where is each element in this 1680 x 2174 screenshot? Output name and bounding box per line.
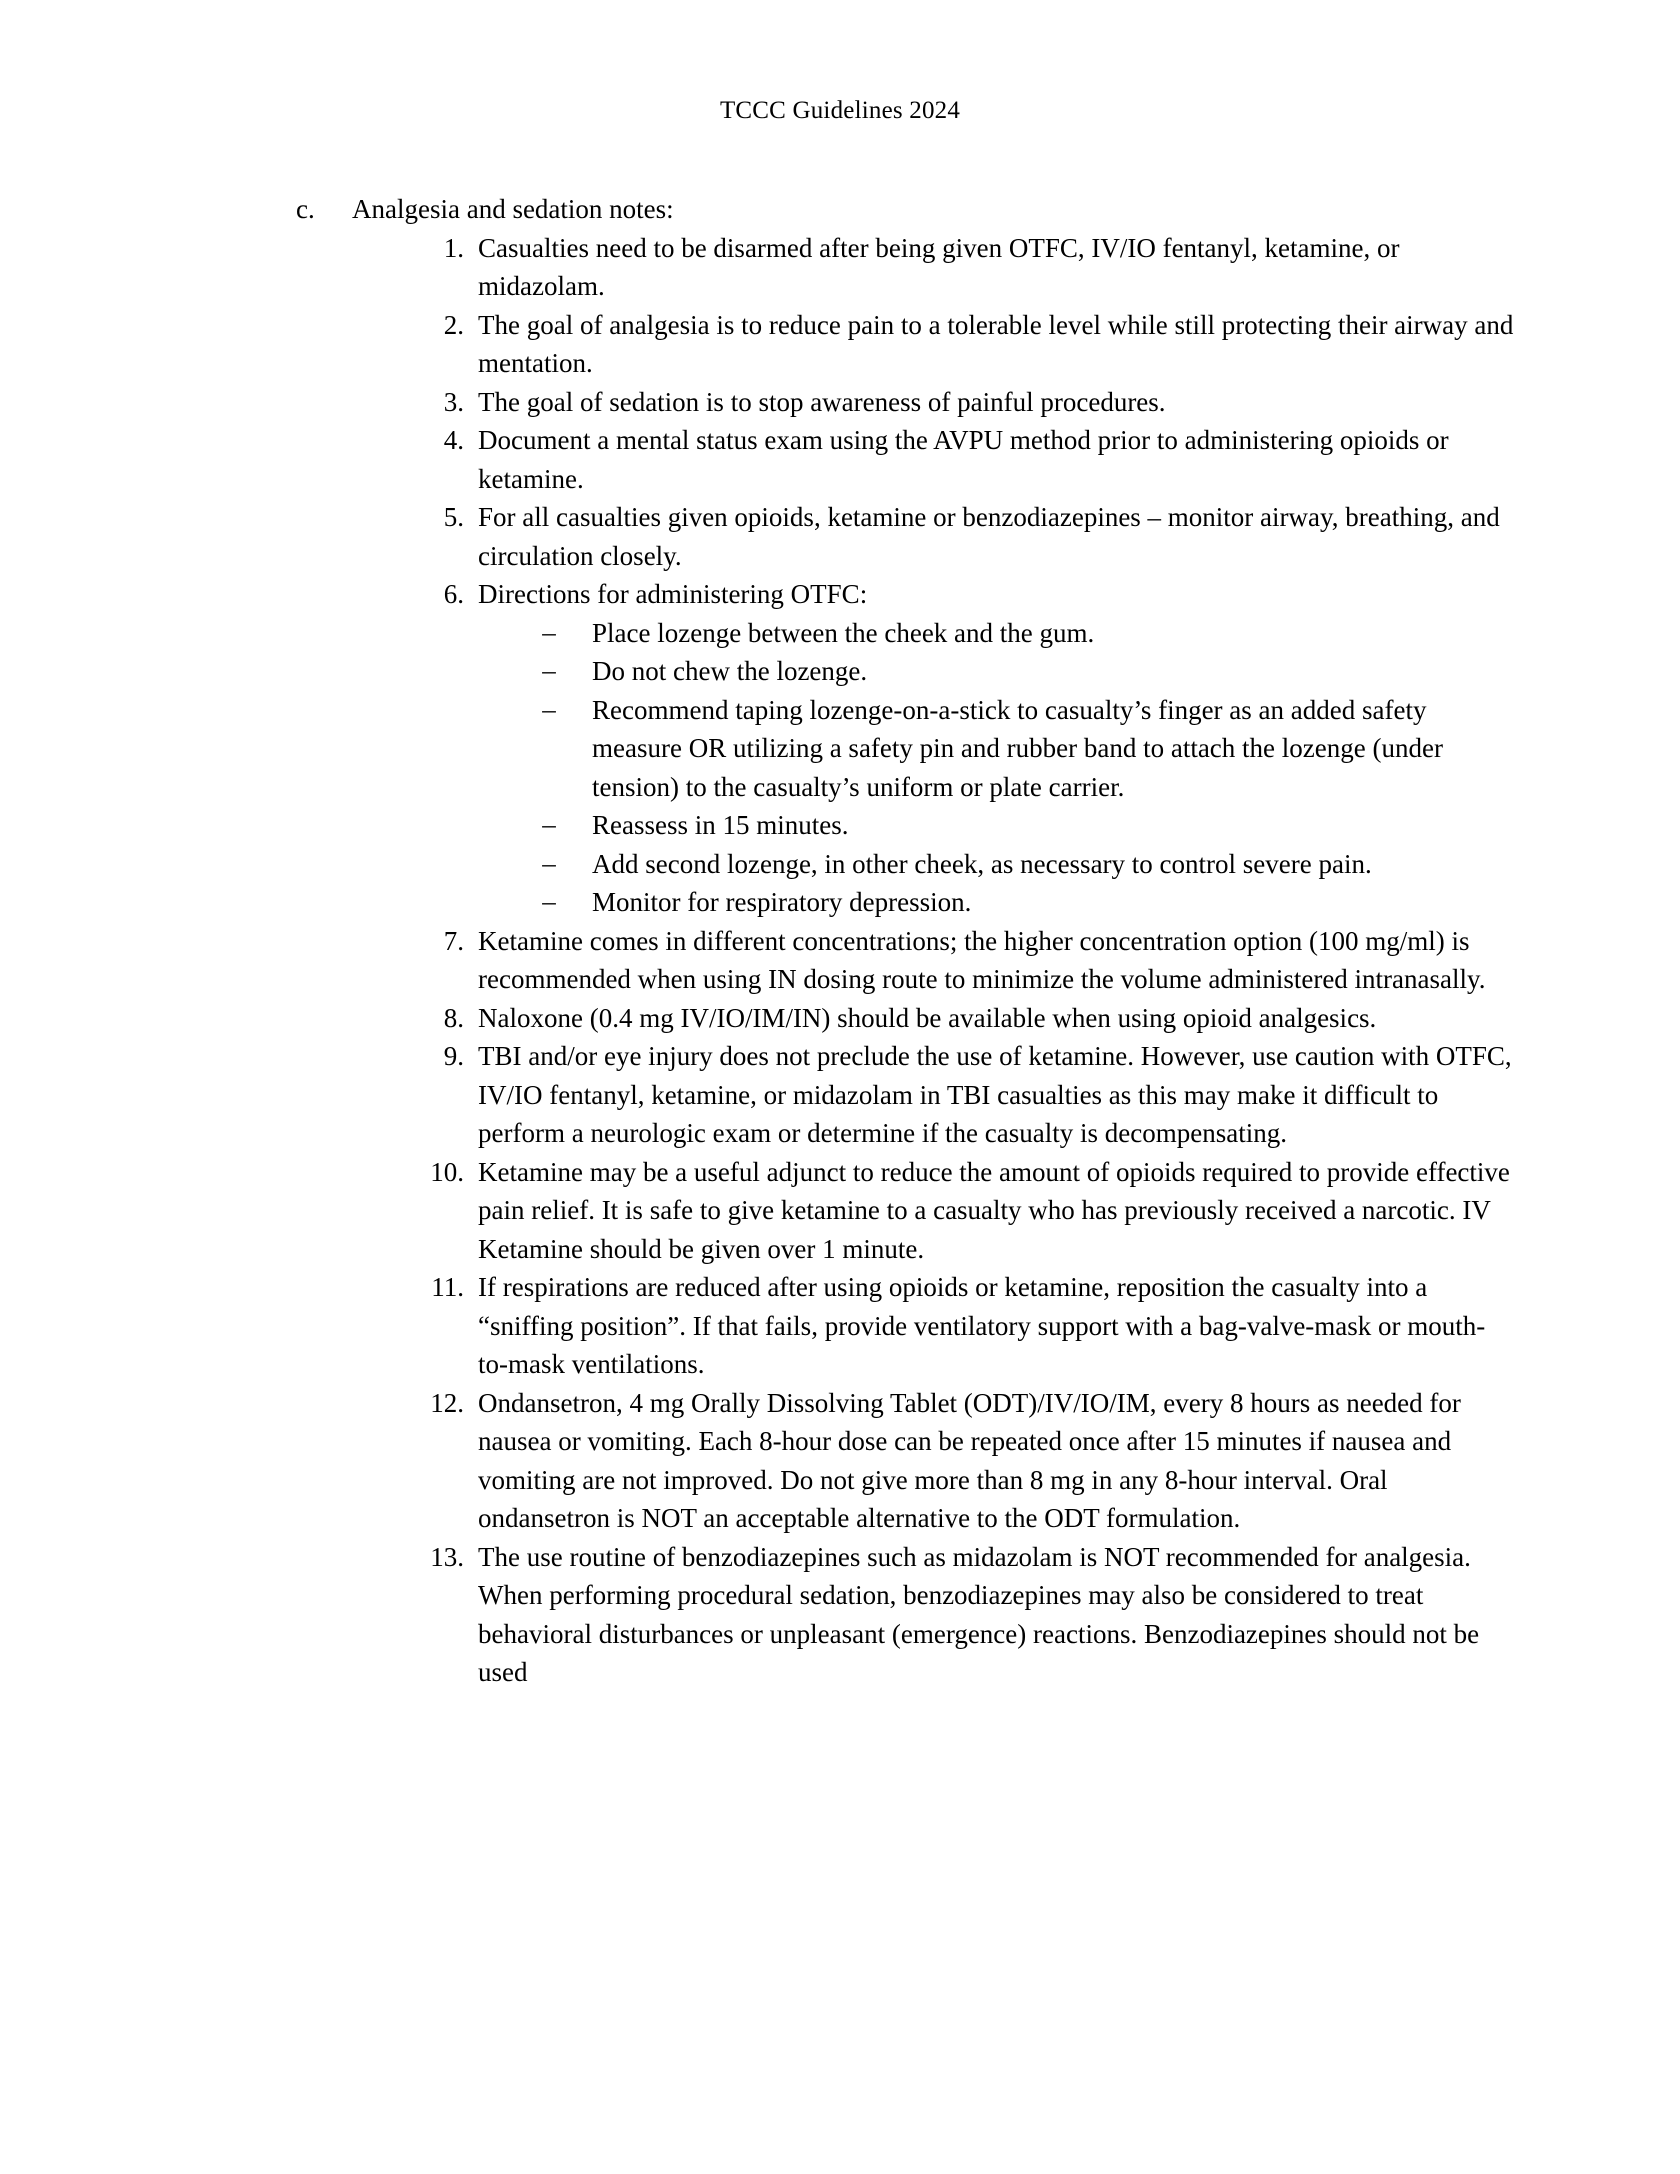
list-item-marker: 10. [430,1156,464,1187]
dash-sublist-item-text: Reassess in 15 minutes. [592,810,849,840]
numbered-list-item [412,306,1514,383]
section-heading [296,190,1100,229]
list-item-text: Directions for administering OTFC: [478,579,868,609]
dash-marker-icon: – [542,616,556,647]
dash-marker-icon: – [542,655,556,685]
dash-sublist-item [530,845,1514,884]
page-header-title: TCCC Guidelines 2024 [719,97,961,124]
list-item-text: Casualties need to be disarmed after being given OTFC, IV/IO fentanyl, ketamine, or midazolam. [478,232,1400,301]
list-item-marker: 9. [443,1041,464,1071]
dash-marker-icon: – [542,809,556,839]
dash-sublist-item-text: Monitor for respiratory depression. [592,887,972,917]
dash-sublist-item-text: Place lozenge between the cheek and the gum. [592,617,1095,648]
list-item-marker: 13. [430,1541,464,1572]
dash-sublist-item [530,652,1514,691]
dash-sublist-item [530,614,1514,653]
list-item-marker: 1. [443,232,464,263]
dash-sublist-item-text: Add second lozenge, in other cheek, as necessary to control severe pain. [592,848,1372,879]
list-item-text: If respirations are reduced after using opioids or ketamine, reposition the casualty into a “sniffing position”. If that fails, provide ventilatory support with a bag-valve-mask or mouth-to-mask ventilations. [478,1272,1486,1379]
numbered-list [0,229,1680,1692]
numbered-list-item [412,383,1514,422]
list-item-marker: 8. [443,1002,464,1033]
numbered-list-item [412,498,1514,575]
numbered-list-item [412,922,1514,999]
list-item-marker: 6. [443,579,464,609]
numbered-list-item [412,229,1514,306]
numbered-list-item [412,1037,1514,1153]
dash-sublist-item [530,806,1514,845]
list-item-marker: 2. [443,309,464,340]
section-marker: c. [296,194,315,224]
list-item-text: For all casualties given opioids, ketamine or benzodiazepines – monitor airway, breathing, and circulation closely. [478,502,1500,571]
list-item-text: Ketamine may be a useful adjunct to reduce the amount of opioids required to provide effective pain relief. It is safe to give ketamine to a casualty who has previously received a narcotic. IV Ketamine should be given over 1 minute. [478,1156,1510,1264]
list-item-marker: 4. [443,425,464,455]
dash-sublist-item-text: Do not chew the lozenge. [592,656,868,686]
list-item-text: The use routine of benzodiazepines such as midazolam is NOT recommended for analgesia. When performing procedural sedation, benzodiazepines may also be considered to treat behavioral disturbances or unpleasant (emergence) reactions. Benzodiazepines should not be used [478,1541,1480,1687]
list-item-marker: 11. [431,1272,464,1302]
list-item-marker: 5. [443,502,464,532]
numbered-list-item [412,421,1514,498]
dash-sublist [478,614,1514,922]
list-item-marker: 12. [430,1387,464,1418]
dash-sublist-item [530,691,1514,807]
dash-marker-icon: – [542,847,556,878]
numbered-list-item [412,1153,1514,1269]
numbered-list-item [412,1384,1514,1538]
list-item-text: Document a mental status exam using the AVPU method prior to administering opioids or ketamine. [478,425,1449,494]
dash-sublist-item-text: Recommend taping lozenge-on-a-stick to casualty’s finger as an added safety measure OR utilizing a safety pin and rubber band to attach the lozenge (under tension) to the casualty’s uniform or plate carrier. [592,694,1443,802]
numbered-list-item [412,1268,1514,1384]
list-item-text: Naloxone (0.4 mg IV/IO/IM/IN) should be available when using opioid analgesics. [478,1002,1377,1033]
dash-marker-icon: – [542,886,556,916]
list-item-text: The goal of sedation is to stop awareness of painful procedures. [478,386,1166,417]
dash-marker-icon: – [542,693,556,724]
numbered-list-item [412,1538,1514,1692]
section-title: Analgesia and sedation notes: [352,194,674,224]
numbered-list-item [412,575,1514,922]
list-item-text: TBI and/or eye injury does not preclude the use of ketamine. However, use caution with OTFC, IV/IO fentanyl, ketamine, or midazolam in TBI casualties as this may make it difficult to perform a neurologic exam or determine if the casualty is decompensating. [478,1041,1512,1148]
list-item-marker: 7. [443,925,464,956]
dash-sublist-item [530,883,1514,922]
list-item-text: The goal of analgesia is to reduce pain to a tolerable level while still protecting their airway and mentation. [478,309,1514,378]
numbered-list-item [412,999,1514,1038]
list-item-text: Ondansetron, 4 mg Orally Dissolving Tablet (ODT)/IV/IO/IM, every 8 hours as needed for nausea or vomiting. Each 8-hour dose can be repeated once after 15 minutes if nausea and vomiting are not improved. Do not give more than 8 mg in any 8-hour interval. Oral ondansetron is NOT an acceptable alternative to the ODT formulation. [478,1387,1461,1533]
document-body [0,190,1680,1692]
list-item-marker: 3. [443,386,464,417]
list-item-text: Ketamine comes in different concentrations; the higher concentration option (100 mg/ml) is recommended when using IN dosing route to minimize the volume administered intranasally. [478,925,1486,994]
